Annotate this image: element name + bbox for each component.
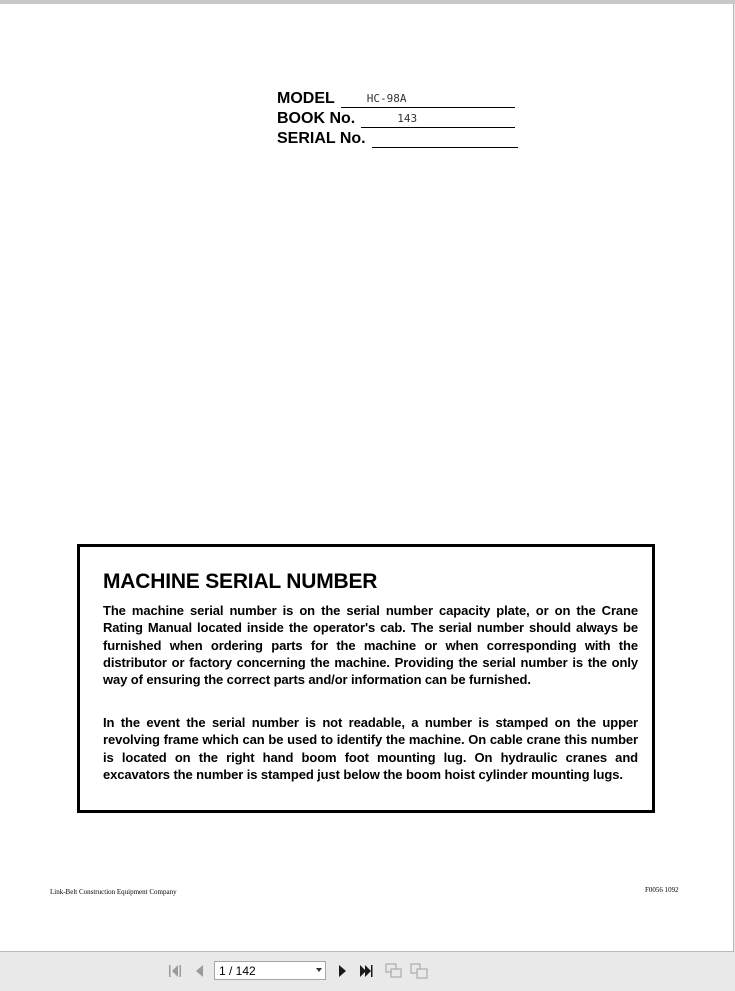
last-page-icon[interactable]: [357, 962, 375, 980]
serial-number-notice: [77, 544, 655, 813]
book-line: [361, 109, 515, 128]
model-value: HC-98A: [366, 92, 407, 105]
dropdown-arrow-icon: [316, 968, 322, 972]
document-page: [0, 4, 734, 952]
first-page-icon[interactable]: [166, 962, 184, 980]
book-value: 143: [397, 112, 418, 125]
next-page-icon[interactable]: [333, 962, 351, 980]
company-footer: Link-Belt Construction Equipment Company: [50, 888, 177, 896]
single-page-view-icon[interactable]: [385, 962, 403, 980]
notice-paragraph-1: The machine serial number is on the serial number capacity plate, or on the Crane Rating Manual located inside the operator's cab. The serial number should always be furnished when ordering parts for the machine or when corresponding with the distributor or factory concerning the machine. Providing the serial number is the only way of ensuring the correct parts and/or information can be furnished.: [103, 603, 638, 688]
model-label: MODEL: [277, 90, 335, 107]
page-indicator: 1 / 142: [219, 964, 256, 978]
model-field: [277, 88, 515, 108]
previous-page-icon[interactable]: [190, 962, 208, 980]
book-label: BOOK No.: [277, 110, 356, 127]
notice-title: MACHINE SERIAL NUMBER: [103, 570, 378, 593]
book-field: [277, 108, 515, 128]
document-code: F0056 1092: [645, 886, 679, 894]
serial-field: [277, 128, 518, 148]
notice-paragraph-2: In the event the serial number is not readable, a number is stamped on the upper revolving frame which can be used to identify the machine. On cable crane this number is located on the right hand boom foot mounting lug. On hydraulic cranes and excavators the number is stamped just below the boom hoist cylinder mounting lugs.: [103, 715, 638, 782]
navigation-toolbar: [0, 953, 735, 991]
page-selector[interactable]: [214, 961, 326, 980]
two-page-view-icon[interactable]: [410, 962, 428, 980]
model-line: [341, 89, 515, 108]
serial-line: [372, 129, 518, 148]
serial-label: SERIAL No.: [277, 130, 366, 147]
